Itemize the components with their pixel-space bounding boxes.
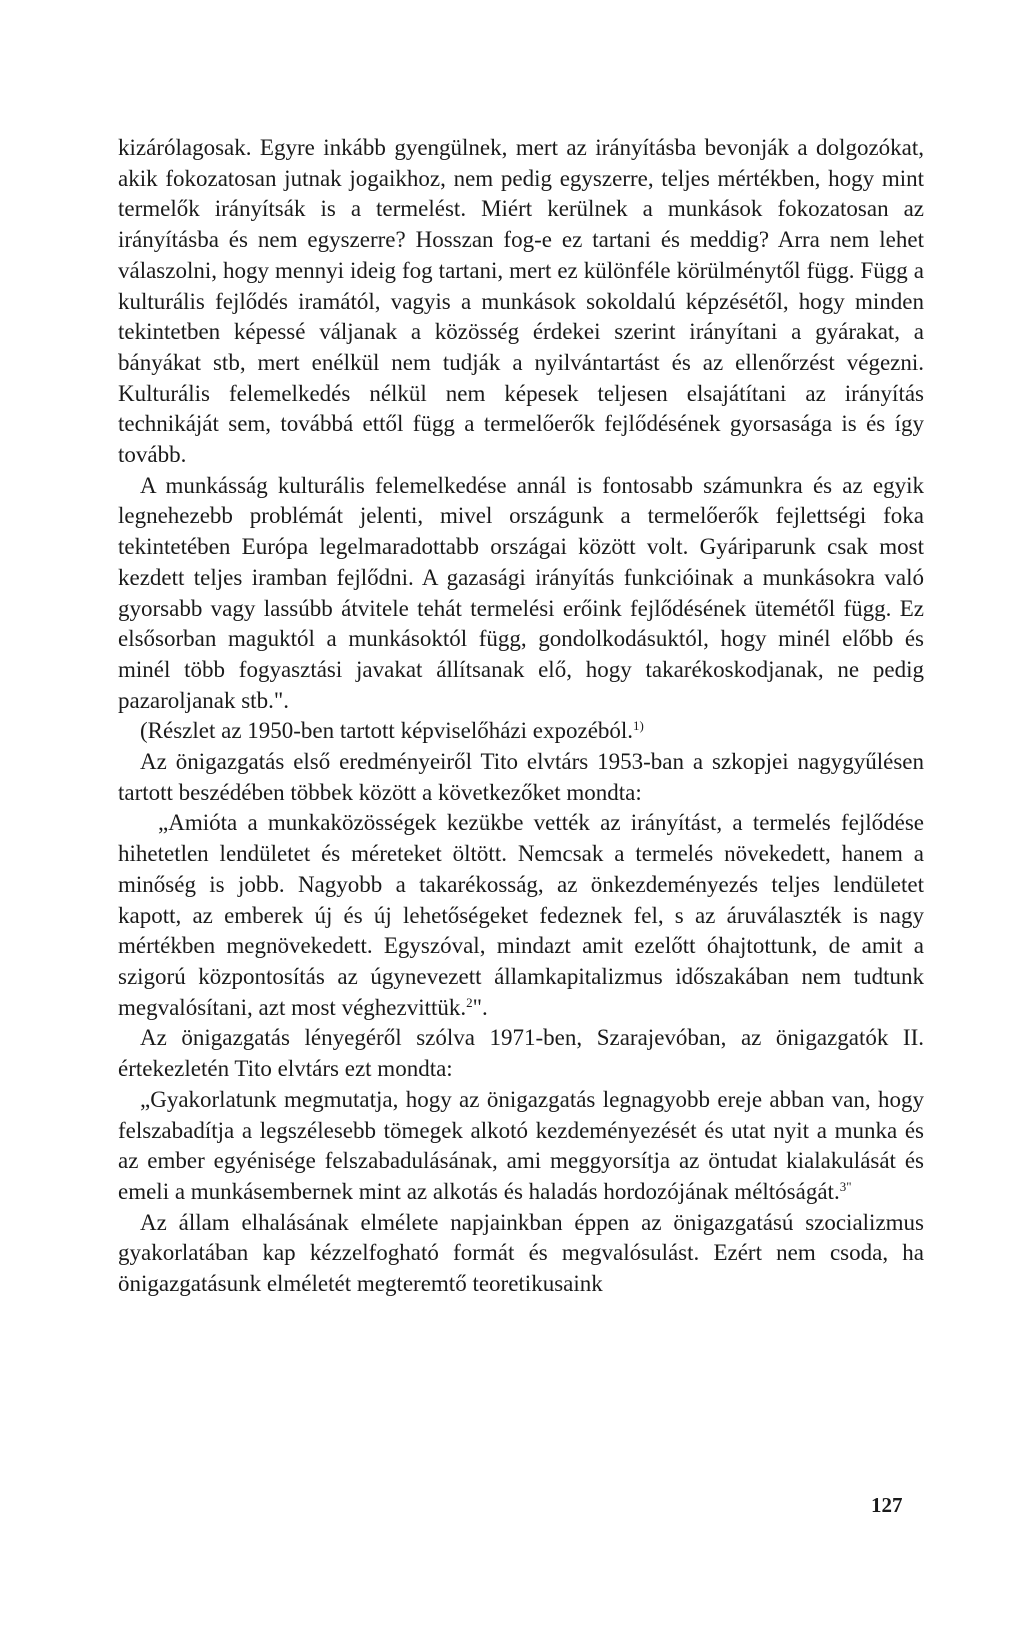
paragraph-1: kizárólagosak. Egyre inkább gyengülnek, mert az irányításba bevonják a dolgozókat, akik fokozatosan jutnak jogaikhoz, nem pedig egyszerre, teljes mértékben, hogy mint termelők irányítsák is a termelést. Miért kerülnek a munkások fokozatosan az irányításba és nem egyszerre? Hosszan fog-e ez tartani és meddig? Arra nem lehet válaszolni, hogy mennyi ideig fog tartani, mert ez különféle körülménytől függ. Függ a kulturális fejlődés iramától, vagyis a munkások sokoldalú képzésétől, hogy minden tekintetben képessé váljanak a közösség érdekei szerint irányítani a gyárakat, a bányákat stb, mert enélkül nem tudják a nyilvántartást és az ellenőrzést végezni. Kulturális felemelkedés nélkül nem képesek teljesen elsajátítani az irányítás technikáját sem, továbbá ettől függ a termelőerők fejlődésének gyorsasága is és így tovább. (118, 135, 924, 468)
paragraph-8: Az állam elhalásának elmélete napjainkban éppen az önigazgatású szocializmus gyakorlatában kap kézzelfogható formát és megvalósulást. Ezért nem csoda, ha önigazgatásunk elméletét megteremtő teoretikusaink (118, 1209, 924, 1297)
footnote-ref-2: 2 (466, 994, 473, 1010)
footnote-ref-1: 1) (633, 718, 644, 734)
page-number: 127 (871, 1493, 903, 1517)
paragraph-6: Az önigazgatás lényegéről szólva 1971-ben, Szarajevóban, az önigazgatók II. értekezletén Tito elvtárs ezt mondta: (118, 1025, 924, 1082)
paragraph-4: Az önigazgatás első eredményeiről Tito elvtárs 1953-ban a szkopjei nagygyűlésen tartott beszédében többek között a következőket mondta: (118, 749, 924, 805)
footnote-ref-3: 3" (839, 1178, 852, 1194)
quote-text-2: „Gyakorlatunk megmutatja, hogy az önigazgatás legnagyobb ereje abban van, hogy felszabadítja a legszélesebb tömegek alkotó kezdeményezését és utat nyit a munka és az ember egyénisége felszabadulásának, ami meggyorsítja az öntudat kialakulását és emeli a munkásembernek mint az alkotás és haladás hordozójának méltóságát. (118, 1086, 924, 1204)
paragraph-7-quote (118, 1085, 924, 1208)
paragraph-2: A munkásság kulturális felemelkedése annál is fontosabb számunkra és az egyik legnehezebb problémát jelenti, mivel országunk a termelőerők fejlettségi foka tekintetében Európa legelmaradottabb országai között volt. Gyáriparunk csak most kezdett teljes iramban fejlődni. A gazasági irányítás funkcióinak a munkásokra való gyorsabb vagy lassúbb átvitele tehát termelési erőink fejlődésének ütemétől függ. Ez elsősorban maguktól a munkásoktól függ, gondolkodásuktól, hogy minél előbb és minél több fogyasztási javakat állítsanak elő, hogy takarékoskodjanak, ne pedig pazaroljanak stb.". (118, 472, 924, 713)
body-text (118, 133, 924, 1300)
citation-text: (Részlet az 1950-ben tartott képviselőházi expozéból. (140, 718, 634, 744)
paragraph-5-quote (118, 808, 924, 1023)
quote-close-1: ". (472, 994, 488, 1020)
paragraph-3-citation (118, 716, 924, 747)
quote-text-1: „Amióta a munkaközösségek kezükbe vették az irányítást, a termelés fejlődése hihetetlen lendületet és méreteket öltött. Nemcsak a termelés növekedett, hanem a minőség is jobb. Nagyobb a takarékosság, az önkezdeményezés teljes lendületet kapott, az emberek új és új lehetőségeket fedeznek fel, s az áruválaszték is nagy mértékben megnövekedett. Egyszóval, mindazt amit ezelőtt óhajtottunk, de amit a szigorú központosítás az úgynevezett államkapitalizmus időszakában nem tudtunk megvalósítani, azt most véghezvittük. (118, 810, 924, 1020)
